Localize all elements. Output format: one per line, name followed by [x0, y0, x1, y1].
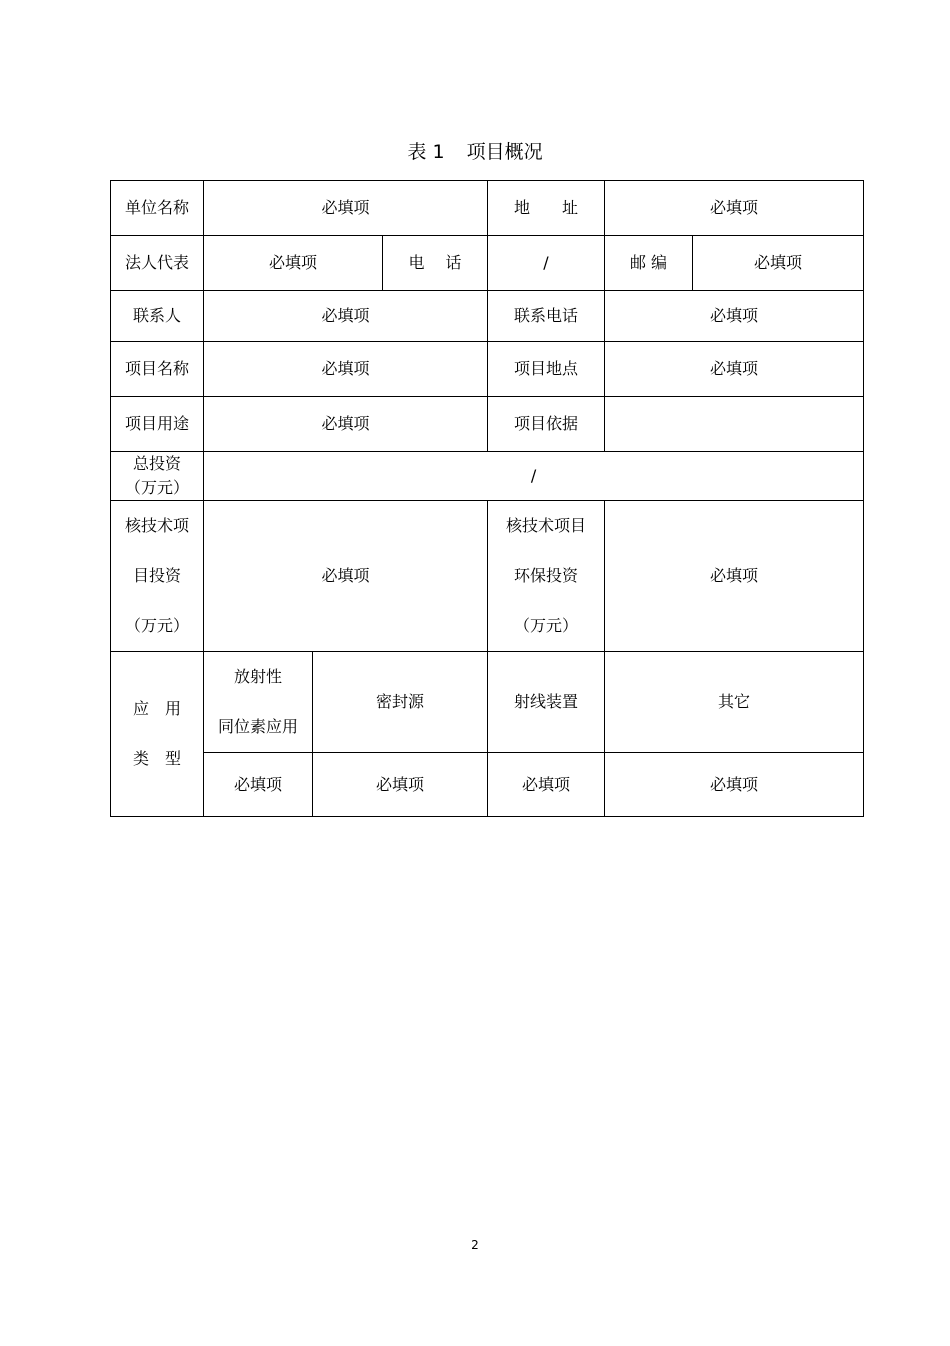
- table-number: 表 1: [407, 141, 445, 163]
- field-project-location[interactable]: 必填项: [605, 342, 864, 397]
- header-ray-device: 射线装置: [488, 652, 605, 753]
- label-phone: 电 话: [383, 236, 488, 291]
- row-nuclear-investment: [111, 501, 864, 652]
- row-contact: [111, 291, 864, 342]
- field-phone[interactable]: /: [488, 236, 605, 291]
- table-title: [0, 140, 950, 164]
- row-application-type-header: [111, 652, 864, 753]
- field-address[interactable]: 必填项: [605, 181, 864, 236]
- field-env-investment[interactable]: 必填项: [605, 501, 864, 652]
- field-project-purpose[interactable]: 必填项: [204, 397, 488, 452]
- label-total-investment: 总投资 （万元）: [111, 452, 204, 501]
- field-unit-name[interactable]: 必填项: [204, 181, 488, 236]
- row-project-name: [111, 342, 864, 397]
- field-total-investment[interactable]: /: [204, 452, 864, 501]
- table-name: 项目概况: [466, 141, 543, 163]
- row-total-investment: [111, 452, 864, 501]
- row-project-purpose: [111, 397, 864, 452]
- field-postcode[interactable]: 必填项: [693, 236, 864, 291]
- field-project-basis[interactable]: [605, 397, 864, 452]
- field-contact-person[interactable]: 必填项: [204, 291, 488, 342]
- field-project-name[interactable]: 必填项: [204, 342, 488, 397]
- field-isotope-application[interactable]: 必填项: [204, 753, 313, 817]
- header-other: 其它: [605, 652, 864, 753]
- label-address: 地 址: [488, 181, 605, 236]
- row-unit: [111, 181, 864, 236]
- label-env-investment: 核技术项目 环保投资 （万元）: [488, 501, 605, 652]
- field-legal-rep[interactable]: 必填项: [204, 236, 383, 291]
- label-contact-person: 联系人: [111, 291, 204, 342]
- field-ray-device[interactable]: 必填项: [488, 753, 605, 817]
- label-nuclear-investment: 核技术项 目投资 （万元）: [111, 501, 204, 652]
- field-other[interactable]: 必填项: [605, 753, 864, 817]
- label-unit-name: 单位名称: [111, 181, 204, 236]
- page-number: 2: [471, 1238, 479, 1252]
- label-legal-rep: 法人代表: [111, 236, 204, 291]
- row-application-type-values: [111, 753, 864, 817]
- label-project-name: 项目名称: [111, 342, 204, 397]
- header-sealed-source: 密封源: [313, 652, 488, 753]
- label-application-type: 应 用 类 型: [111, 652, 204, 817]
- field-contact-phone[interactable]: 必填项: [605, 291, 864, 342]
- project-overview-table: [110, 180, 864, 817]
- field-nuclear-investment[interactable]: 必填项: [204, 501, 488, 652]
- row-legal-rep: [111, 236, 864, 291]
- field-sealed-source[interactable]: 必填项: [313, 753, 488, 817]
- label-project-basis: 项目依据: [488, 397, 605, 452]
- header-isotope-application: 放射性 同位素应用: [204, 652, 313, 753]
- label-project-purpose: 项目用途: [111, 397, 204, 452]
- label-postcode: 邮 编: [605, 236, 693, 291]
- label-project-location: 项目地点: [488, 342, 605, 397]
- label-contact-phone: 联系电话: [488, 291, 605, 342]
